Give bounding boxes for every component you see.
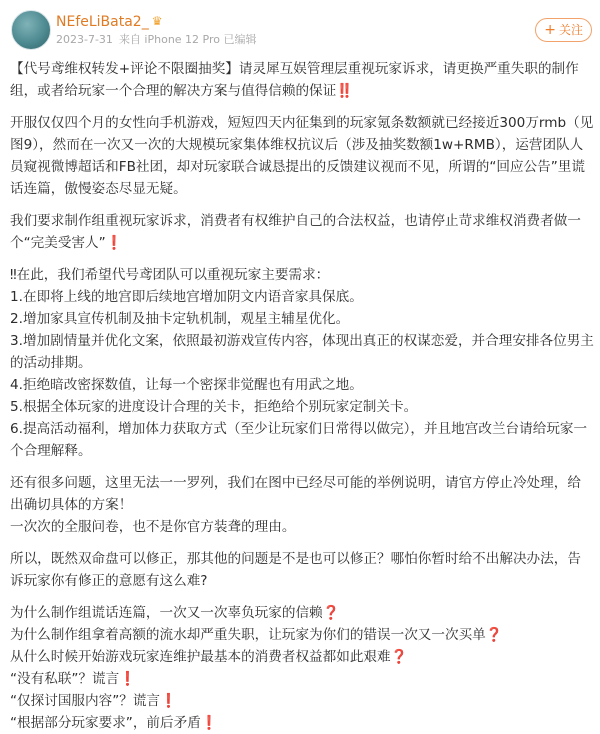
post-meta — [56, 33, 257, 47]
list-item: 3.增加剧情量并优化文案，依照最初游戏宣传内容，体现出真正的权谋恋爱，并合理安排各位男主的活动排期。 — [10, 333, 594, 371]
username-link[interactable] — [56, 12, 162, 31]
question-line: 为什么制作组拿着高额的流水却严重失职，让玩家为你们的错误一次又一次买单❓ — [10, 627, 503, 643]
username[interactable]: NEfeLiBata2_ — [56, 14, 149, 30]
question-icon: ❓ — [322, 605, 340, 621]
question-line: 从什么时候开始游戏玩家连维护最基本的消费者权益都如此艰难❓ — [10, 649, 408, 665]
post-date[interactable]: 2023-7-31 — [56, 33, 113, 46]
exclamation-icon: ❗ — [119, 671, 137, 687]
post-title: 【代号鸢维权转发+评论不限圈抽奖】请灵犀互娱管理层重视玩家诉求，请更换严重失职的制作组，或者给玩家一个合理的解决方案与值得信赖的保证‼️ — [10, 61, 579, 99]
list-item: 4.拒绝暗改密探数值，让每一个密探非觉醒也有用武之地。 — [10, 377, 363, 393]
follow-button[interactable] — [535, 18, 592, 42]
exclamation-icon: ❗ — [200, 715, 218, 731]
list-item: 6.提高活动福利，增加体力获取方式（至少让玩家们日常得以做完），并且地宫改兰台请给玩家一个合理解释。 — [10, 421, 588, 459]
plus-icon: + — [544, 22, 556, 38]
list-item: 2.增加家具宣传机制及抽卡定轨机制，观星主辅星优化。 — [10, 311, 350, 327]
exclamation-icon: ❗ — [160, 693, 177, 709]
list-item: 1.在即将上线的地宫即后续地宫增加阴文内语音家具保底。 — [10, 289, 363, 305]
post-body — [10, 58, 594, 734]
follow-label: 关注 — [558, 23, 583, 37]
lie-line: “没有私联”？谎言❗ — [10, 671, 137, 687]
paragraph-1: 开服仅仅四个月的女性向手机游戏，短短四天内征集到的玩家氪条数额就已经接近300万rmb（见图9），然而在一次又一次的大规模玩家集体维权抗议后（涉及抽奖数额1w+RMB），运营团队人员窥视微博超话和FB社团，却对玩家联合诚恳提出的反馈建议视而不见，所谓的“回应公告”里谎话连篇，傲慢姿态尽显无疑。 — [10, 115, 594, 197]
paragraph-4: 还有很多问题，这里无法一一罗列，我们在图中已经尽可能的举例说明，请官方停止冷处理，给出确切具体的方案！ 一次次的全服问卷，也不是你官方装聋的理由。 — [10, 475, 581, 535]
exclamation-icon: ❗ — [105, 235, 123, 251]
list-item: 5.根据全体玩家的进度设计合理的关卡，拒绝给个别玩家定制关卡。 — [10, 399, 418, 415]
paragraph-5: 所以，既然双命盘可以修正，那其他的问题是不是也可以修正？哪怕你暂时给不出解决办法，告诉玩家你有修正的意愿有这么难? — [10, 551, 581, 589]
question-icon: ❓ — [485, 627, 503, 643]
demands-intro: ‼在此，我们希望代号鸢团队可以重视玩家主要需求： — [10, 267, 330, 283]
avatar[interactable] — [11, 10, 51, 50]
lie-line: “仅探讨国服内容”？谎言❗ — [10, 693, 177, 709]
question-icon: ❓ — [390, 649, 408, 665]
post-source: 来自 iPhone 12 Pro 已编辑 — [118, 33, 257, 46]
question-line: 为什么制作组谎话连篇，一次又一次辜负玩家的信赖❓ — [10, 605, 340, 621]
exclamation-icon: ‼️ — [336, 83, 354, 99]
post-header — [0, 0, 600, 56]
paragraph-2: 我们要求制作组重视玩家诉求，消费者有权维护自己的合法权益，也请停止苛求维权消费者做一个“完美受害人”❗ — [10, 213, 581, 251]
lie-line: “根据部分玩家要求”，前后矛盾❗ — [10, 715, 218, 731]
crown-icon: ♛ — [151, 14, 163, 28]
